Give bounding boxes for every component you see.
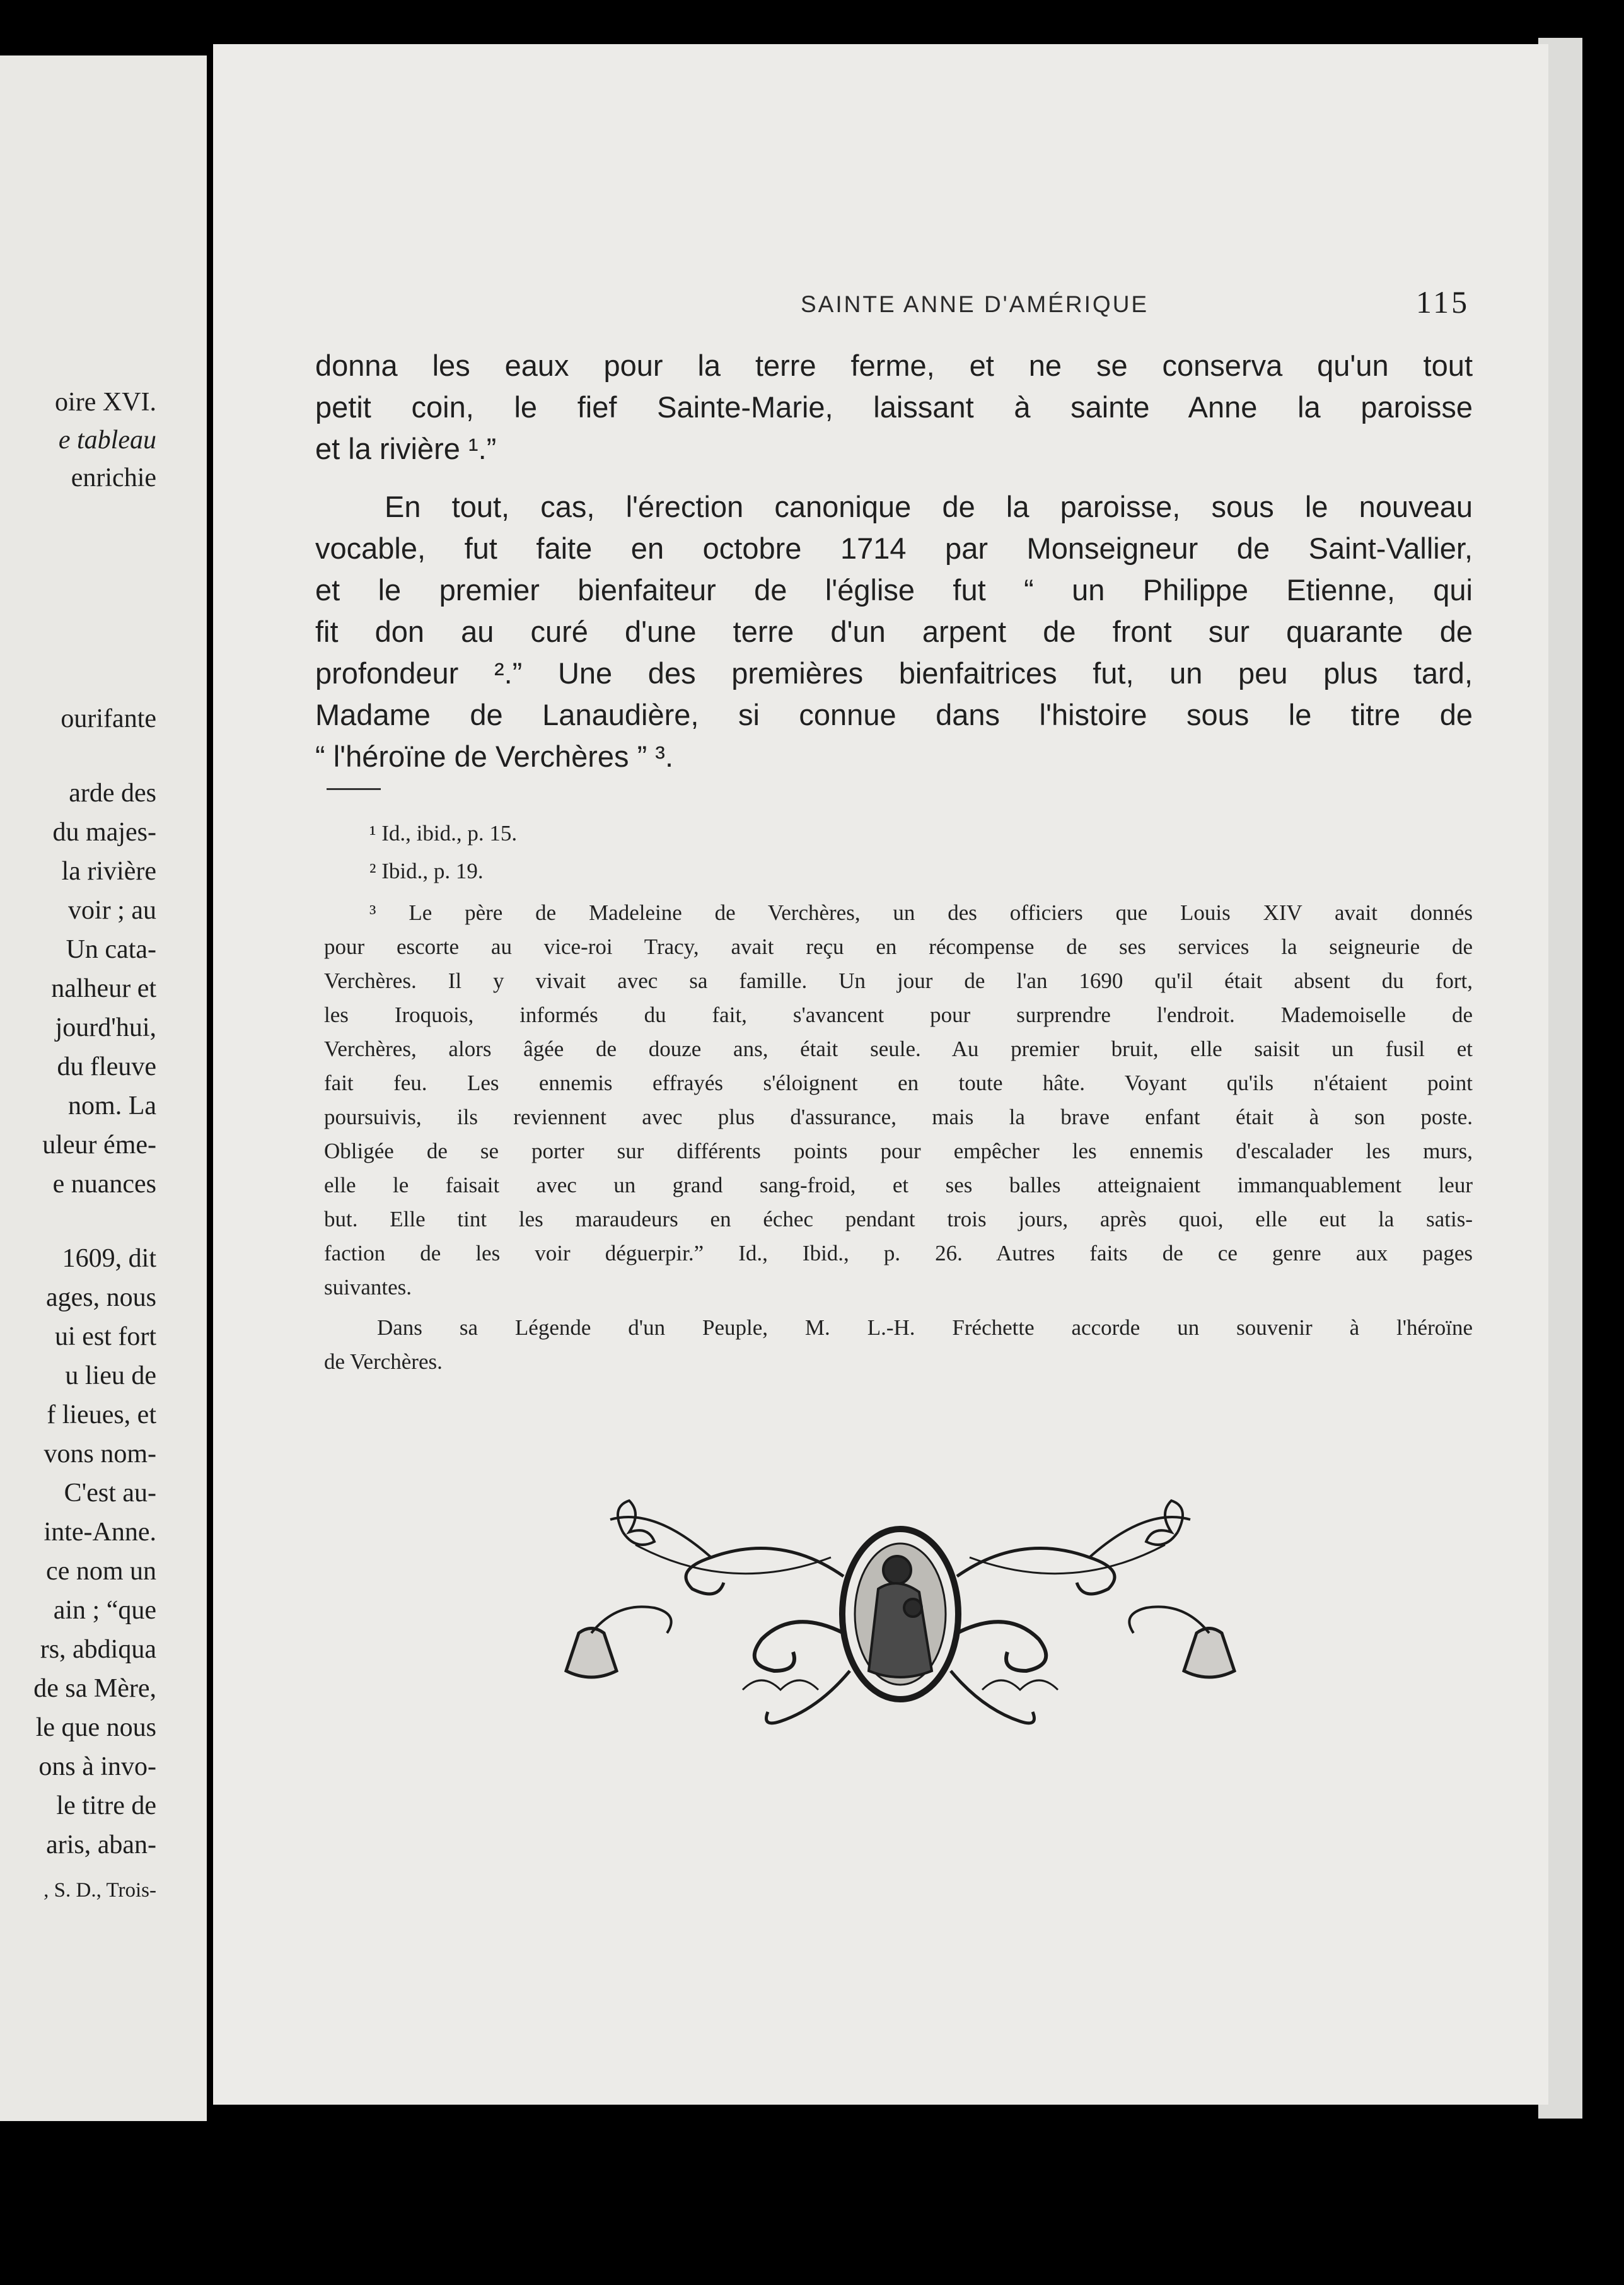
footnote-line: faction de les voir déguerpir.” Id., Ibid., p. 26. Autres faits de ce genre aux pages bbox=[324, 1241, 1473, 1265]
footnote-line: elle le faisait avec un grand sang-froid, et ses balles atteignaient immanquablement leur bbox=[324, 1173, 1473, 1197]
facing-page-line: u lieu de bbox=[65, 1361, 156, 1390]
facing-page-line: enrichie bbox=[71, 463, 156, 492]
footnote-line: suivantes. bbox=[324, 1275, 412, 1299]
facing-page-line: du majes- bbox=[52, 818, 156, 847]
footnote-line: Verchères. Il y vivait avec sa famille. Un jour de l'an 1690 qu'il était absent du fort, bbox=[324, 968, 1473, 993]
footnote-rule bbox=[327, 788, 381, 790]
footnote-line: Obligée de se porter sur différents points pour empêcher les ennemis d'escalader les murs, bbox=[324, 1139, 1473, 1163]
body-line: En tout, cas, l'érection canonique de la paroisse, sous le nouveau bbox=[385, 490, 1473, 523]
facing-page-line: oire XVI. bbox=[55, 388, 156, 417]
footnote-line: Dans sa Légende d'un Peuple, M. L.-H. Fréchette accorde un souvenir à l'héroïne bbox=[377, 1315, 1473, 1340]
body-line: fit don au curé d'une terre d'un arpent de front sur quarante de bbox=[315, 615, 1473, 648]
facing-page-line: aris, aban- bbox=[46, 1830, 156, 1859]
facing-page-line: du fleuve bbox=[57, 1052, 156, 1081]
facing-page-line: inte-Anne. bbox=[44, 1518, 156, 1547]
body-line: et la rivière ¹.” bbox=[315, 432, 497, 465]
facing-page-line: ourifante bbox=[61, 704, 156, 733]
facing-page-line: rs, abdiqua bbox=[40, 1635, 156, 1664]
footnote-line: poursuivis, ils reviennent avec plus d'assurance, mais la brave enfant était à son poste. bbox=[324, 1105, 1473, 1129]
running-head: SAINTE ANNE D'AMÉRIQUE bbox=[801, 291, 1149, 317]
footnote-line: fait feu. Les ennemis effrayés s'éloignent en toute hâte. Voyant qu'ils n'étaient point bbox=[324, 1071, 1473, 1095]
facing-page-line: ui est fort bbox=[55, 1322, 156, 1351]
facing-page-line: e tableau bbox=[58, 426, 156, 455]
footnote-line: ³ Le père de Madeleine de Verchères, un des officiers que Louis XIV avait donnés bbox=[369, 900, 1473, 925]
body-line: profondeur ².” Une des premières bienfaitrices fut, un peu plus tard, bbox=[315, 656, 1473, 690]
body-line: vocable, fut faite en octobre 1714 par Monseigneur de Saint-Vallier, bbox=[315, 532, 1473, 565]
body-line: “ l'héroïne de Verchères ” ³. bbox=[315, 740, 674, 773]
facing-page-edge bbox=[0, 55, 207, 2121]
facing-page-line: arde des bbox=[69, 779, 156, 808]
facing-page-line: 1609, dit bbox=[62, 1244, 156, 1273]
facing-page-line: C'est au- bbox=[64, 1479, 156, 1508]
footnote-line: les Iroquois, informés du fait, s'avancent pour surprendre l'endroit. Mademoiselle de bbox=[324, 1003, 1473, 1027]
footnote-line: Verchères, alors âgée de douze ans, était seule. Au premier bruit, elle saisit un fusil et bbox=[324, 1037, 1473, 1061]
body-line: Madame de Lanaudière, si connue dans l'histoire sous le titre de bbox=[315, 698, 1473, 731]
madonna-vignette-icon bbox=[554, 1482, 1247, 1753]
body-line: petit coin, le fief Sainte-Marie, laissant à sainte Anne la paroisse bbox=[315, 390, 1473, 424]
facing-page-line: ce nom un bbox=[46, 1557, 156, 1586]
facing-page-line: ain ; “que bbox=[53, 1596, 156, 1625]
facing-page-line: Un cata- bbox=[66, 935, 156, 964]
facing-page-line: e nuances bbox=[52, 1170, 156, 1199]
facing-page-line: de sa Mère, bbox=[33, 1674, 156, 1703]
facing-page-line: ons à invo- bbox=[38, 1752, 156, 1781]
facing-page-line: ages, nous bbox=[46, 1283, 156, 1312]
facing-page-line: nalheur et bbox=[51, 974, 156, 1003]
facing-page-line: f lieues, et bbox=[47, 1400, 156, 1429]
book-page bbox=[213, 44, 1548, 2105]
facing-page-line: le titre de bbox=[56, 1791, 156, 1820]
facing-page-line: , S. D., Trois- bbox=[44, 1879, 156, 1902]
footnote-line: pour escorte au vice-roi Tracy, avait reçu en récompense de ses services la seigneurie de bbox=[324, 934, 1473, 959]
body-line: donna les eaux pour la terre ferme, et ne se conserva qu'un tout bbox=[315, 349, 1473, 382]
page-number: 115 bbox=[1416, 284, 1470, 320]
footnote-line: de Verchères. bbox=[324, 1349, 443, 1374]
body-line: et le premier bienfaiteur de l'église fut “ un Philippe Etienne, qui bbox=[315, 573, 1473, 607]
facing-page-line: vons nom- bbox=[44, 1439, 156, 1468]
facing-page-line: le que nous bbox=[35, 1713, 156, 1742]
facing-page-line: uleur éme- bbox=[42, 1131, 156, 1160]
facing-page-line: nom. La bbox=[68, 1091, 156, 1120]
footnote-line: ¹ Id., ibid., p. 15. bbox=[369, 821, 518, 846]
facing-page-line: la rivière bbox=[61, 857, 156, 886]
facing-page-line: voir ; au bbox=[68, 896, 156, 925]
footnote-line: but. Elle tint les maraudeurs en échec pendant trois jours, après quoi, elle eut la satis- bbox=[324, 1207, 1473, 1231]
footnote-line: ² Ibid., p. 19. bbox=[369, 859, 484, 883]
facing-page-line: jourd'hui, bbox=[55, 1013, 156, 1042]
